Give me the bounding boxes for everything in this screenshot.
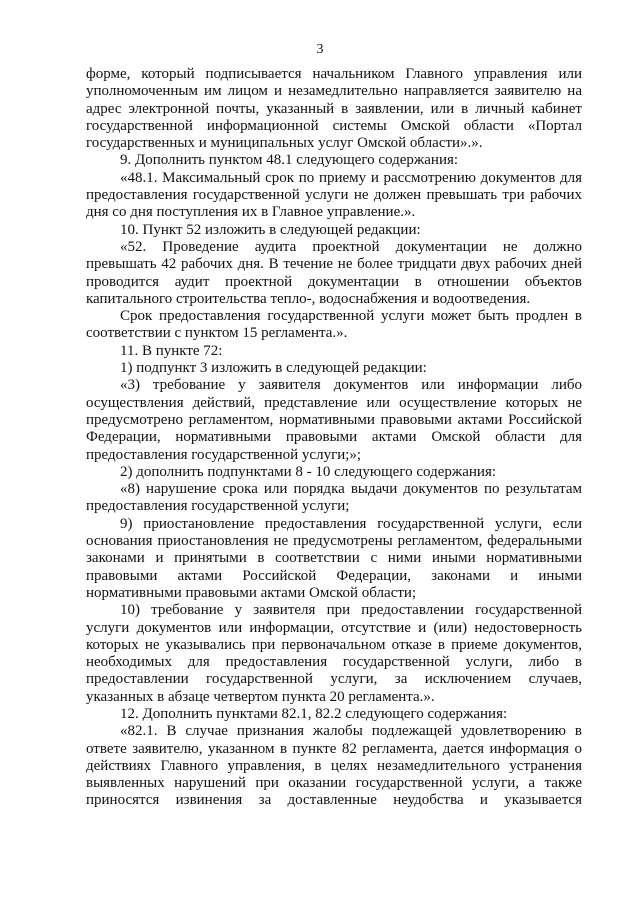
paragraph-continuation: форме, который подписывается начальником Главного управления или уполномоченным им лицом и незамедлительно направляется заявителю на адрес электронной почты, указанный в заявлении, или в личный кабинет государственной информационной системы Омской области «Портал государственных и муниципальных услуг Омской области».». <box>86 66 582 152</box>
paragraph-quote-8: «8) нарушение срока или порядка выдачи документов по результатам предоставления государственной услуги; <box>86 481 582 515</box>
paragraph-quote-82-1: «82.1. В случае признания жалобы подлежащей удовлетворению в ответе заявителю, указанном в пункте 82 регламента, дается информация о действиях Главного управления, в целях незамедлительного устранения выявленных нарушений при оказании государственной услуги, а также приносятся извинения за доставленные неудобства и указывается <box>86 723 582 809</box>
paragraph-subitem-1: 1) подпункт 3 изложить в следующей редакции: <box>120 360 427 377</box>
paragraph-quote-48-1: «48.1. Максимальный срок по приему и рассмотрению документов для предоставления государственной услуги не должен превышать три рабочих дня со дня поступления их в Главное управление.». <box>86 169 582 221</box>
page-number: 3 <box>316 42 324 57</box>
paragraph-term-extension: Срок предоставления государственной услуги может быть продлен в соответствии с пунктом 15 регламента.». <box>86 308 582 342</box>
paragraph-item-10: 10. Пункт 52 изложить в следующей редакции: <box>120 221 421 238</box>
paragraph-item-9: 9. Дополнить пунктом 48.1 следующего содержания: <box>120 152 459 169</box>
paragraph-item-12: 12. Дополнить пунктами 82.1, 82.2 следующего содержания: <box>120 705 508 722</box>
paragraph-quote-10: 10) требование у заявителя при предоставлении государственной услуги документов или информации, отсутствие и (или) недостоверность которых не указывались при первоначальном отказе в приеме документов, необходимых для предоставления государственной услуги, либо в предоставлении государственной услуги, за исключением случаев, указанных в абзаце четвертом пункта 20 регламента.». <box>86 602 582 705</box>
paragraph-quote-3: «3) требование у заявителя документов или информации либо осуществления действий, представление или осуществление которых не предусмотрено регламентом, нормативными правовыми актами Российской Федерации, нормативными правовыми актами Омской области для предоставления государственной услуги;»; <box>86 377 582 463</box>
paragraph-quote-9: 9) приостановление предоставления государственной услуги, если основания приостановления не предусмотрены регламентом, федеральными законами и принятыми в соответствии с ними иными нормативными правовыми актами Российской Федерации, законами и иными нормативными правовыми актами Омской области; <box>86 515 582 601</box>
paragraph-quote-52: «52. Проведение аудита проектной документации не должно превышать 42 рабочих дня. В течение не более тридцати двух рабочих дней проводится аудит проектной документации в отношении объектов капитального строительства тепло-, водоснабжения и водоотведения. <box>86 238 582 307</box>
paragraph-subitem-2: 2) дополнить подпунктами 8 - 10 следующего содержания: <box>120 463 497 480</box>
document-body <box>86 66 582 810</box>
paragraph-item-11: 11. В пункте 72: <box>120 342 223 359</box>
